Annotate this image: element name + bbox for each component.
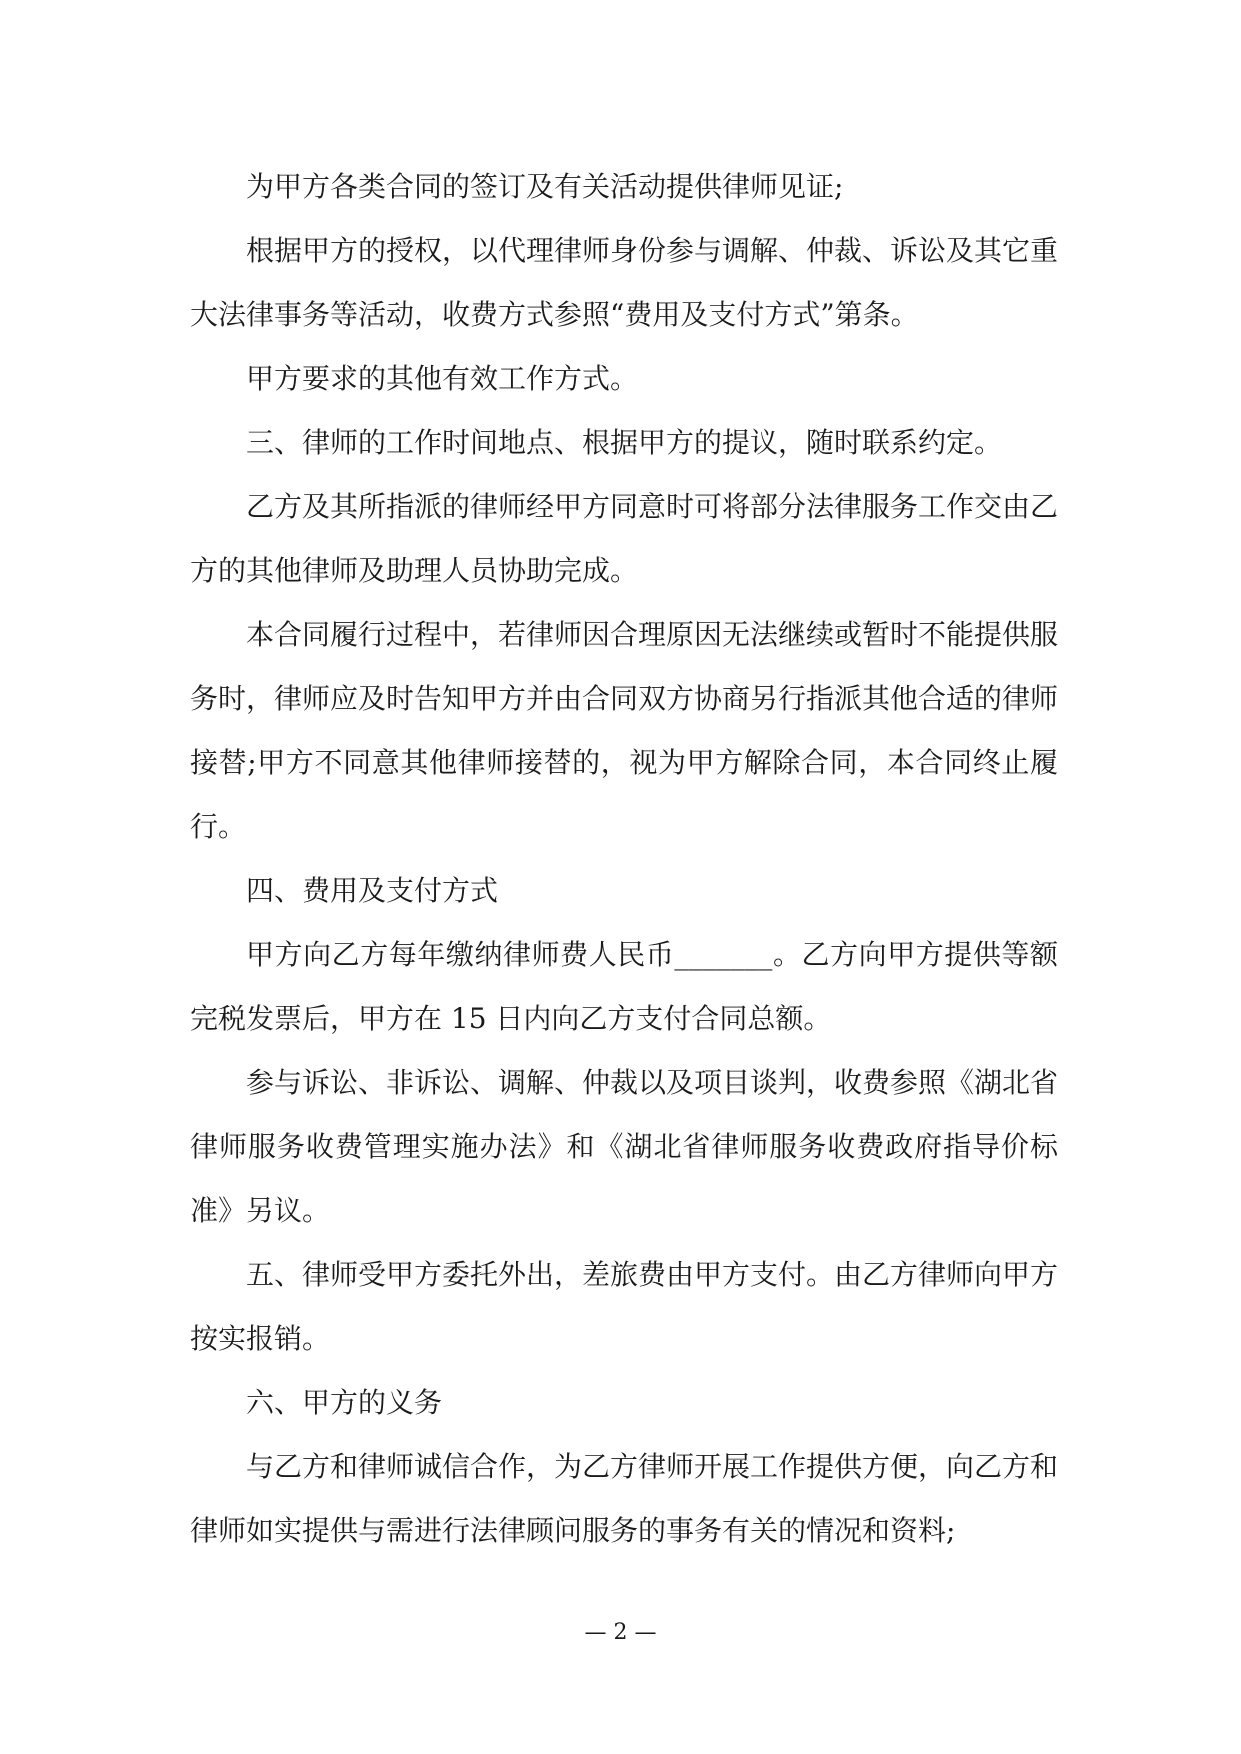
- section-four-heading: 四、费用及支付方式: [246, 874, 499, 907]
- paragraph-cooperation: 与乙方和律师诚信合作，为乙方律师开展工作提供方便，向乙方和律师如实提供与需进行法律顾问服务的事务有关的情况和资料;: [190, 1450, 1059, 1547]
- section-five-travel: 五、律师受甲方委托外出，差旅费由甲方支付。由乙方律师向甲方按实报销。: [190, 1258, 1059, 1355]
- document-body: [190, 155, 1058, 1563]
- paragraph-other-methods: 甲方要求的其他有效工作方式。: [246, 362, 639, 395]
- paragraph-witness: 为甲方各类合同的签订及有关活动提供律师见证;: [246, 170, 844, 203]
- paragraph-replacement: 本合同履行过程中，若律师因合理原因无法继续或暂时不能提供服务时，律师应及时告知甲方并由合同双方协商另行指派其他合适的律师接替;甲方不同意其他律师接替的，视为甲方解除合同，本合同终止履行。: [190, 618, 1059, 843]
- paragraph-delegation: 乙方及其所指派的律师经甲方同意时可将部分法律服务工作交由乙方的其他律师及助理人员协助完成。: [190, 490, 1059, 587]
- page-number: — 2 —: [584, 1620, 657, 1645]
- paragraph-agent-authority: 根据甲方的授权，以代理律师身份参与调解、仲裁、诉讼及其它重大法律事务等活动，收费方式参照“费用及支付方式”第条。: [190, 234, 1059, 331]
- section-six-heading: 六、甲方的义务: [246, 1386, 443, 1419]
- section-three-heading: 三、律师的工作时间地点、根据甲方的提议，随时联系约定。: [246, 426, 1003, 459]
- paragraph-fee-standards: 参与诉讼、非诉讼、调解、仲裁以及项目谈判，收费参照《湖北省律师服务收费管理实施办法》和《湖北省律师服务收费政府指导价标准》另议。: [190, 1066, 1059, 1227]
- paragraph-annual-fee: 甲方向乙方每年缴纳律师费人民币_______。乙方向甲方提供等额完税发票后，甲方在 15 日内向乙方支付合同总额。: [190, 938, 1058, 1035]
